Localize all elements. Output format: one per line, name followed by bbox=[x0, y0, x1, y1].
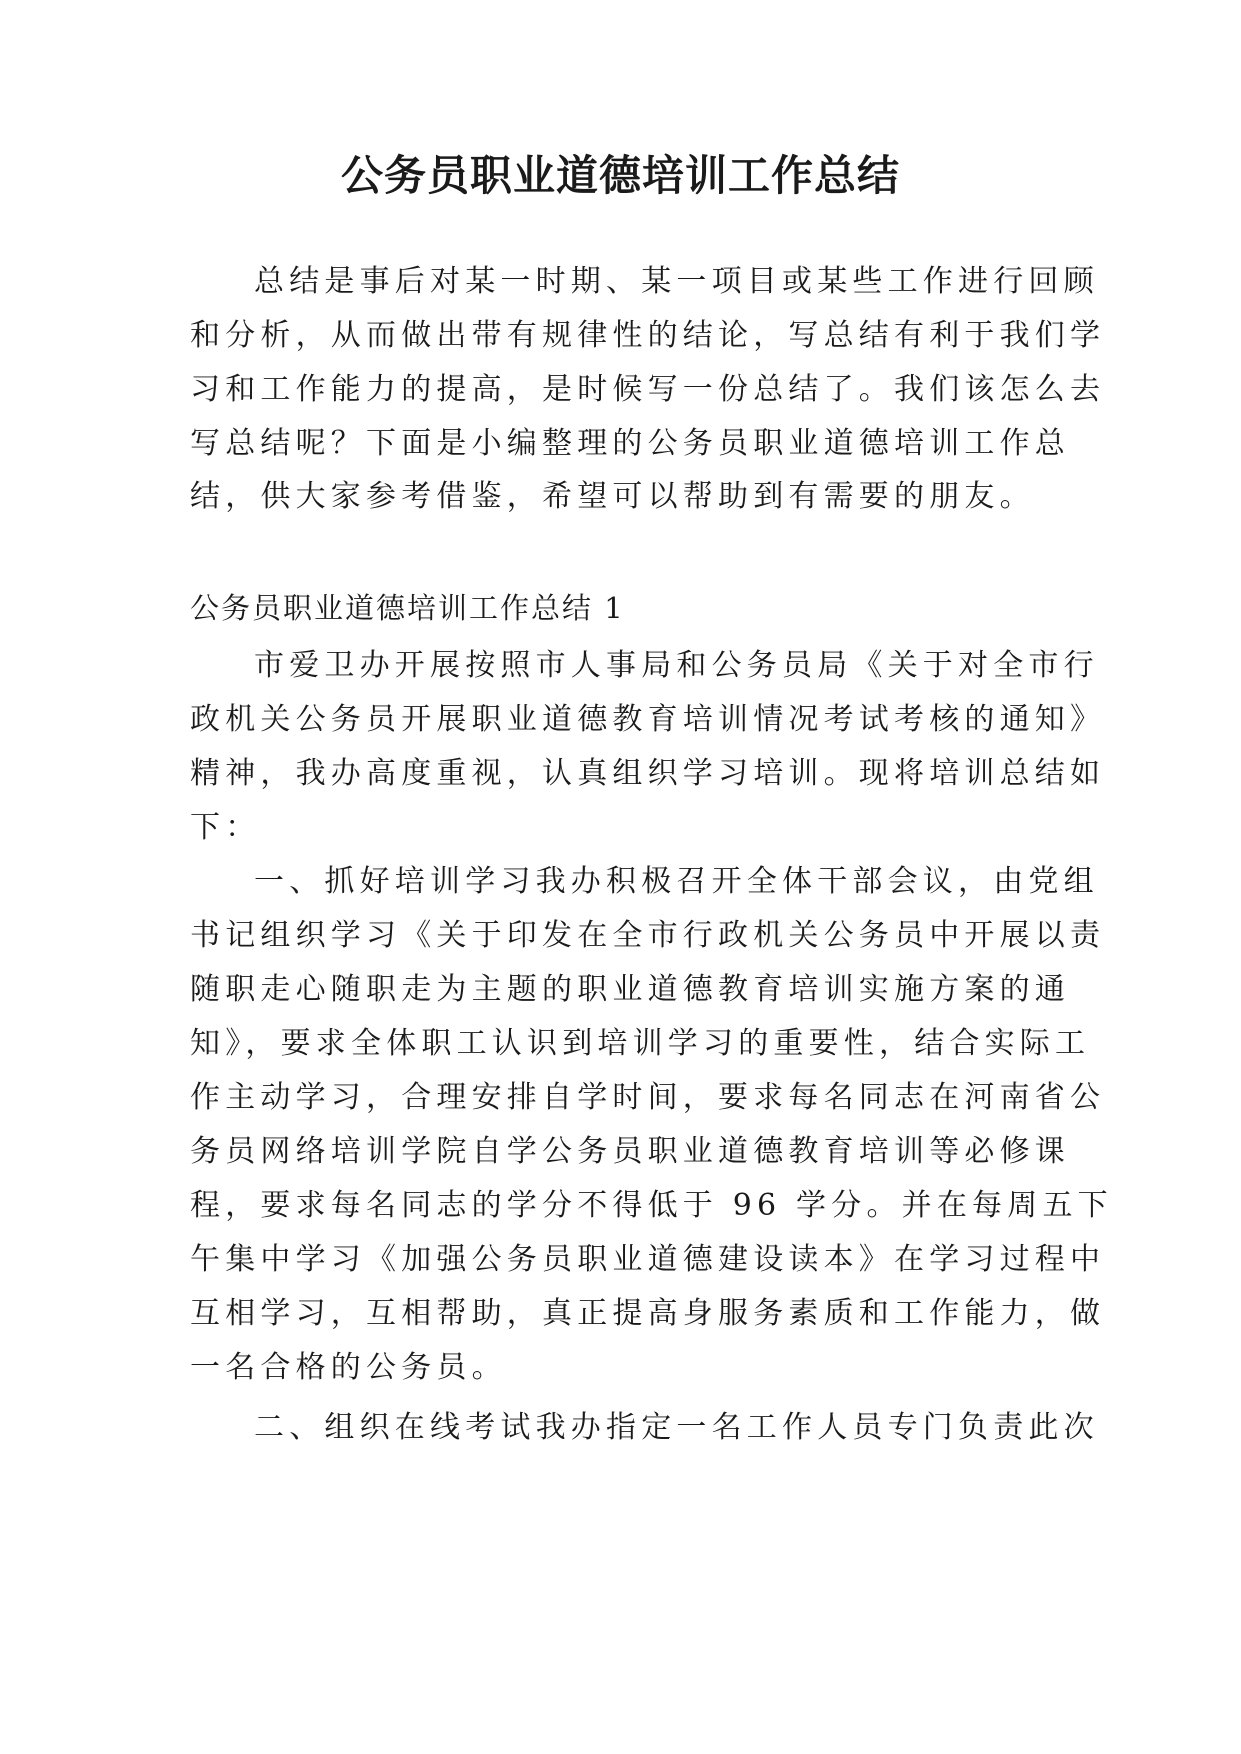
paragraph-line: 市爱卫办开展按照市人事局和公务员局《关于对全市行 bbox=[254, 648, 1099, 683]
paragraph-line: 务员网络培训学院自学公务员职业道德教育培训等必修课 bbox=[190, 1134, 1070, 1169]
paragraph-line: 一、抓好培训学习我办积极召开全体干部会议，由党组 bbox=[254, 864, 1099, 899]
paragraph-line: 下： bbox=[190, 810, 261, 845]
paragraph-line: 随职走心随职走为主题的职业道德教育培训实施方案的通 bbox=[190, 972, 1070, 1007]
paragraph-line: 知》，要求全体职工认识到培训学习的重要性，结合实际工 bbox=[190, 1026, 1091, 1061]
paragraph-line: 精神，我办高度重视，认真组织学习培训。现将培训总结如 bbox=[190, 756, 1106, 791]
intro-line: 习和工作能力的提高，是时候写一份总结了。我们该怎么去 bbox=[190, 372, 1106, 407]
paragraph-line: 程，要求每名同志的学分不得低于 96 学分。并在每周五下 bbox=[190, 1188, 1113, 1223]
paragraph-line: 书记组织学习《关于印发在全市行政机关公务员中开展以责 bbox=[190, 918, 1106, 953]
intro-line: 写总结呢？下面是小编整理的公务员职业道德培训工作总 bbox=[190, 426, 1070, 461]
section-heading: 公务员职业道德培训工作总结 1 bbox=[190, 591, 625, 625]
paragraph-line: 作主动学习，合理安排自学时间，要求每名同志在河南省公 bbox=[190, 1080, 1106, 1115]
paragraph-line: 午集中学习《加强公务员职业道德建设读本》在学习过程中 bbox=[190, 1242, 1106, 1277]
intro-line: 结，供大家参考借鉴，希望可以帮助到有需要的朋友。 bbox=[190, 479, 1035, 514]
document-title: 公务员职业道德培训工作总结 bbox=[340, 151, 900, 200]
paragraph-line: 政机关公务员开展职业道德教育培训情况考试考核的通知》 bbox=[190, 702, 1106, 737]
intro-line: 总结是事后对某一时期、某一项目或某些工作进行回顾 bbox=[254, 264, 1099, 299]
paragraph-line: 二、组织在线考试我办指定一名工作人员专门负责此次 bbox=[254, 1410, 1099, 1445]
paragraph-line: 一名合格的公务员。 bbox=[190, 1350, 507, 1385]
paragraph-line: 互相学习，互相帮助，真正提高身服务素质和工作能力，做 bbox=[190, 1296, 1106, 1331]
intro-line: 和分析，从而做出带有规律性的结论，写总结有利于我们学 bbox=[190, 318, 1106, 353]
